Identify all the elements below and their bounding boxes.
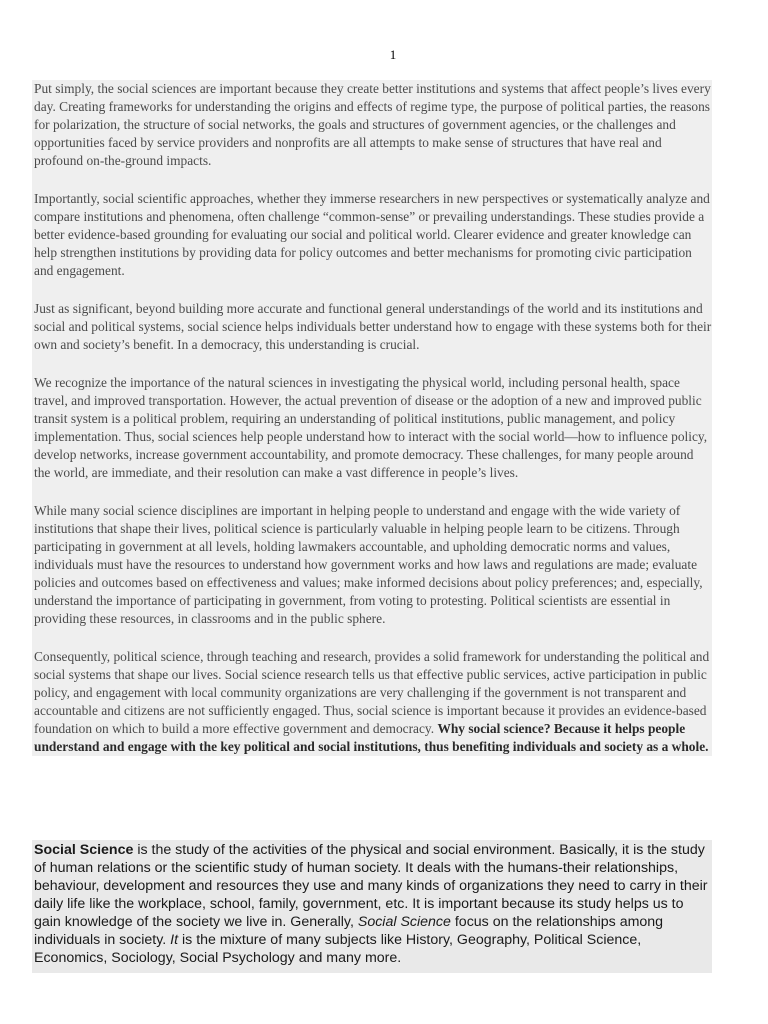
paragraph-1: Put simply, the social sciences are important because they create better institutions and systems that affect people’s lives every day. Creating frameworks for understanding the origins and effects of regime type, the purpose of political parties, the reasons for polarization, the structure of social networks, the goals and structures of government agencies, or the challenges and opportunities faced by service providers and nonprofits are all attempts to make sense of structures that have real and profound on-the-ground impacts.: [34, 81, 711, 168]
definition-italic-2: It: [170, 932, 179, 948]
definition-text-3: is the mixture of many subjects like History, Geography, Political Science, Economics, Sociology, Social Psychology and many more.: [34, 932, 642, 966]
paragraph-2: Importantly, social scientific approaches, whether they immerse researchers in new perspectives or systematically analyze and compare institutions and phenomena, often challenge “common-sense” or prevailing understandings. These studies provide a better evidence-based grounding for evaluating our social and political world. Clearer evidence and greater knowledge can help strengthen institutions by providing data for policy outcomes and better mechanisms for promoting civic participation and engagement.: [34, 191, 710, 278]
definition-text-2: focus on the relationships among individuals in society.: [34, 914, 664, 948]
definition-text-1: is the study of the activities of the physical and social environment. Basically, it is the study of human relations or the scientific study of human society. It deals with the humans-their relationships, behaviour, development and resources they use and many kinds of organizations they need to carry in their daily life like the workplace, school, family, government, etc. It is important because its study helps us to gain knowledge of the society we live in. Generally,: [34, 842, 708, 930]
paragraph-4: We recognize the importance of the natural sciences in investigating the physical world, including personal health, space travel, and improved transportation. However, the actual prevention of disease or the adoption of a new and improved public transit system is a political problem, requiring an understanding of political institutions, public management, and policy implementation. Thus, social sciences help people understand how to interact with the social world—how to influence policy, develop networks, increase government accountability, and promote democracy. These challenges, for many people around the world, are immediate, and their resolution can make a vast difference in people’s lives.: [34, 375, 708, 480]
essay-body: [32, 80, 712, 756]
paragraph-6-text: Consequently, political science, through teaching and research, provides a solid framework for understanding the political and social systems that shape our lives. Social science research tells us that effective public services, active participation in public policy, and engagement with local community organizations are very challenging if the government is not transparent and accountable and citizens are not sufficiently engaged. Thus, social science is important because it provides an evidence-based foundation on which to build a more effective government and democracy.: [34, 649, 710, 736]
paragraph-3: Just as significant, beyond building more accurate and functional general understandings of the world and its institutions and social and political systems, social science helps individuals better understand how to engage with these systems both for their own and society’s benefit. In a democracy, this understanding is crucial.: [34, 301, 712, 352]
definition-block: [32, 840, 712, 973]
paragraph-6: [32, 648, 712, 756]
paragraph-6-bold-conclusion: Why social science? Because it helps people understand and engage with the key political and social institutions, thus benefiting individuals and society as a whole.: [34, 721, 709, 754]
definition-term: Social Science: [34, 842, 134, 858]
definition-italic-1: Social Science: [357, 914, 451, 930]
paragraph-5: While many social science disciplines are important in helping people to understand and engage with the wide variety of institutions that shape their lives, political science is particularly valuable in helping people learn to be citizens. Through participating in government at all levels, holding lawmakers accountable, and upholding democratic norms and values, individuals must have the resources to understand how government works and how laws and regulations are made; evaluate policies and outcomes based on effectiveness and values; make informed decisions about policy preferences; and, especially, understand the importance of participating in government, from voting to protesting. Political scientists are essential in providing these resources, in classrooms and in the public sphere.: [34, 503, 703, 626]
page-number: 1: [389, 47, 397, 62]
